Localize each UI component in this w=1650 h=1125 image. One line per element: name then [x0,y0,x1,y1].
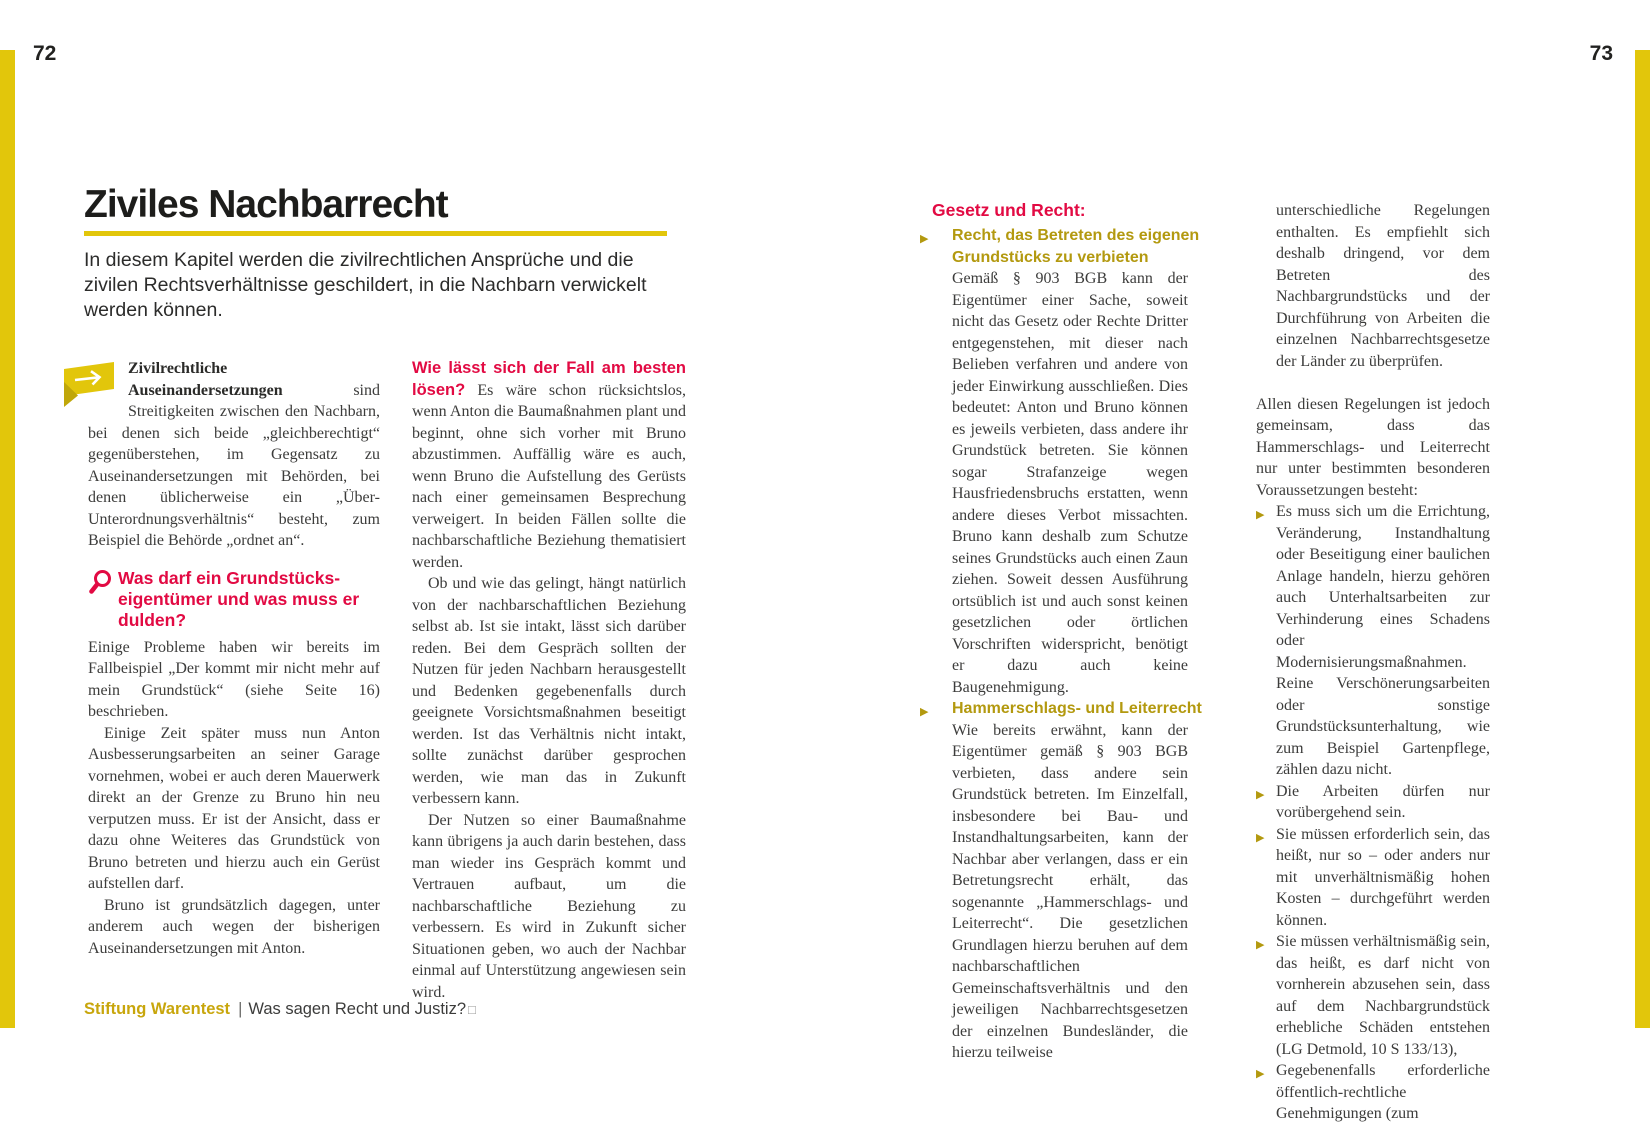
right-yellow-bar [1635,50,1650,1028]
title-underline [84,231,667,236]
lead-bold-text: Zivilrechtliche Auseinandersetzungen [128,360,283,399]
arrow-ribbon-icon [62,360,114,417]
paragraph [88,358,380,552]
left-yellow-bar [0,50,15,1028]
bullet-item-text: Sie müssen erforderlich sein, das heißt, nur so – oder anders nur mit unverhältnismäßig hohen Kosten – durchgeführt werden können. [1276,825,1490,929]
paragraph: Der Nutzen so einer Baumaßnahme kann übrigens ja auch darin bestehen, dass man wieder ins Gespräch kommt und Vertrauen aufbaut, um die nachbarschaftliche Beziehung zu verbessern. Es wird in Zukunft sicher Situationen geben, wo auch der Nachbar einmal auf Unterstützung angewiesen sein wird. [412,811,686,1001]
page-footer [84,1000,476,1019]
triangle-bullet-icon: ▶ [1256,938,1265,951]
paragraph: unterschiedliche Regelungen enthalten. Es empfiehlt sich deshalb dringend, vor dem Betreten des Nachbargrundstücks und der Durchführung von Arbeiten die einzelnen Nachbarrechtsgesetze der Länder zu überprüfen. [1276,202,1490,370]
paragraph: Wie bereits erwähnt, kann der Eigentümer gemäß § 903 BGB verbieten, dass andere sein Grundstück betreten. Im Einzelfall, insbesondere bei Bau- und Instandhaltungsarbeiten, kann der Nachbar aber verlangen, dass er ein Betretungsrecht erhält, das sogenannte „Hammerschlags- und Leiterrecht“. Die gesetzlichen Grundlagen hierzu beruhen auf dem nachbarschaftlichen Gemeinschaftsverhältnis und den jeweiligen Nachbarrechtsgesetzen der einzelnen Bundesländer, die hierzu teilweise [952,721,1188,1061]
law-subheading-1-text: Recht, das Betreten des eigenen Grundstücks zu verbieten [952,227,1200,266]
triangle-bullet-icon: ▶ [1256,830,1265,844]
footer-box-glyph: □ [468,1002,476,1017]
footer-divider: | [238,1000,243,1018]
lead-paragraph [88,358,380,552]
triangle-bullet-icon: ▶ [920,232,929,245]
paragraph [412,358,686,573]
chapter-title: Ziviles Nachbarrecht [84,183,448,226]
footer-book-title: Was sagen Recht und Justiz? [248,1000,467,1018]
bullet-item-text: Die Arbeiten dürfen nur vorübergehend sein. [1276,782,1490,821]
bullet-item-text: Es muss sich um die Errichtung, Veränderung, Instandhaltung oder Beseitigung einer baulichen Anlage handeln, hierzu gehören auch Unterhaltsarbeiten zur Verhinderung eines Schadens oder Modernisierungsmaßnahmen. Reine Verschönerungsarbeiten oder sonstige Grundstücksunterhaltung, wie zum Beispiel Gartenpflege, zählen dazu nicht. [1276,503,1490,778]
law-subheading-2 [920,698,1214,720]
bullet-item-text: Sie müssen verhältnismäßig sein, das heißt, es darf nicht von vornherein abzusehen sein, dass auf dem Nachbargrundstück erhebliche Schäden entstehen (LG Detmold, 10 S 133/13), [1276,933,1490,1058]
solution-heading-inline: Wie lässt sich der Fall am besten lösen? [412,359,686,399]
bullet-item-text: Gegebenenfalls erforderliche öffentlich-rechtliche Genehmigungen (zum [1276,1062,1490,1122]
question-heading-text: Was darf ein Grundstückseigentümer und was muss er dulden? [118,567,360,630]
bullet-item [1256,931,1490,1060]
chapter-intro: In diesem Kapitel werden die zivilrechtlichen Ansprüche und die zivilen Rechtsverhältnisse geschildert, in die Nachbarn verwickelt werden können. [84,249,647,321]
paragraph: Allen diesen Regelungen ist jedoch gemeinsam, dass das Hammerschlags- und Leiterrecht nur unter bestimmten besonderen Voraussetzungen besteht: [1256,395,1490,499]
lead-rest-text: sind Streitigkeiten zwischen den Nachbarn, bei denen sich beide „gleichberechtigt“ gegenüberstehen, im Gegensatz zu Auseinandersetzungen mit Behörden, bei denen üblicherweise ein „Über-Unterordnungsverhältnis“ besteht, zum Beispiel die Behörde „ordnet an“. [88,381,380,549]
magnifier-icon [88,569,114,601]
triangle-bullet-icon: ▶ [920,705,929,718]
law-section-heading: Gesetz und Recht: [932,200,1086,220]
page73-column-1 [920,200,1202,1064]
question-heading [88,568,380,631]
paragraph: Ob und wie das gelingt, hängt natürlich von der nachbarschaftlichen Beziehung selbst ab. Ist sie intakt, lässt sich darüber reden. Bei dem Gespräch sollten der Nutzen für jeden Nachbarn herausgestellt und Bedenken gegebenenfalls durch geeignete Vorsichtsmaßnahmen beseitigt werden. Ist das Verhältnis nicht intakt, sollte zunächst darüber gesprochen werden, wie man das in Zukunft verbessern kann. [412,575,686,807]
paragraph: Einige Zeit später muss nun Anton Ausbesserungsarbeiten an seiner Garage vornehmen, wobei er auch deren Mauerwerk direkt an der Grenze zu Bruno hin neu verputzen muss. Er ist der Ansicht, dass er dazu ohne Weiteres das Grundstück von Bruno betreten und hierzu auch ein Gerüst aufstellen darf. [88,724,380,892]
triangle-bullet-icon: ▶ [1256,787,1265,801]
triangle-bullet-icon: ▶ [1256,1067,1265,1080]
page72-column-1 [88,358,380,959]
paragraph: Gemäß § 903 BGB kann der Eigentümer einer Sache, soweit nicht das Gesetz oder Rechte Dritter entgegenstehen, mit dieser nach Belieben verfahren und andere von jeder Einwirkung ausschließen. Dies bedeutet: Anton und Bruno können es jeweils verbieten, dass andere ihr Grundstück betreten. Sie können sogar Strafanzeige wegen Hausfriedensbruchs erstatten, wenn andere dieses Verbot missachten. Bruno kann deshalb zum Schutze seines Grundstücks auch einen Zaun ziehen. Soweit dessen Ausführung ortsüblich ist und auch sonst keinen gesetzlichen oder örtlichen Vorschriften widerspricht, benötigt er dazu auch keine Baugenehmigung. [952,270,1188,696]
page-number-left: 72 [33,42,57,65]
bullet-item [1256,1060,1490,1125]
triangle-bullet-icon: ▶ [1256,508,1265,521]
law-subheading-2-text: Hammerschlags- und Leiterrecht [952,700,1202,717]
bullet-item [1256,781,1490,824]
page-number-right: 73 [1589,42,1613,65]
footer-brand: Stiftung Warentest [84,1000,231,1018]
bullet-item [1256,501,1490,781]
page73-column-2 [1256,200,1490,1125]
page72-column-2 [412,358,686,1003]
requirements-bullet-list [1256,501,1490,1125]
law-subheading-1 [920,225,1214,268]
paragraph: Bruno ist grundsätzlich dagegen, unter anderem auch wegen der bisherigen Auseinandersetzungen mit Anton. [88,896,380,957]
bullet-item [1256,824,1490,932]
solution-rest-text: Es wäre schon rücksichtslos, wenn Anton die Baumaßnahmen plant und beginnt, ohne sich vorher mit Bruno abzustimmen. Auffällig wäre es auch, wenn Bruno die Aufstellung des Gerüsts nach einer gemeinsamen Besprechung verweigert. In beiden Fällen sollte die nachbarschaftliche Beziehung thematisiert werden. [412,381,686,571]
paragraph: Einige Probleme haben wir bereits im Fallbeispiel „Der kommt mir nicht mehr auf mein Grundstück“ (siehe Seite 16) beschrieben. [88,638,380,720]
